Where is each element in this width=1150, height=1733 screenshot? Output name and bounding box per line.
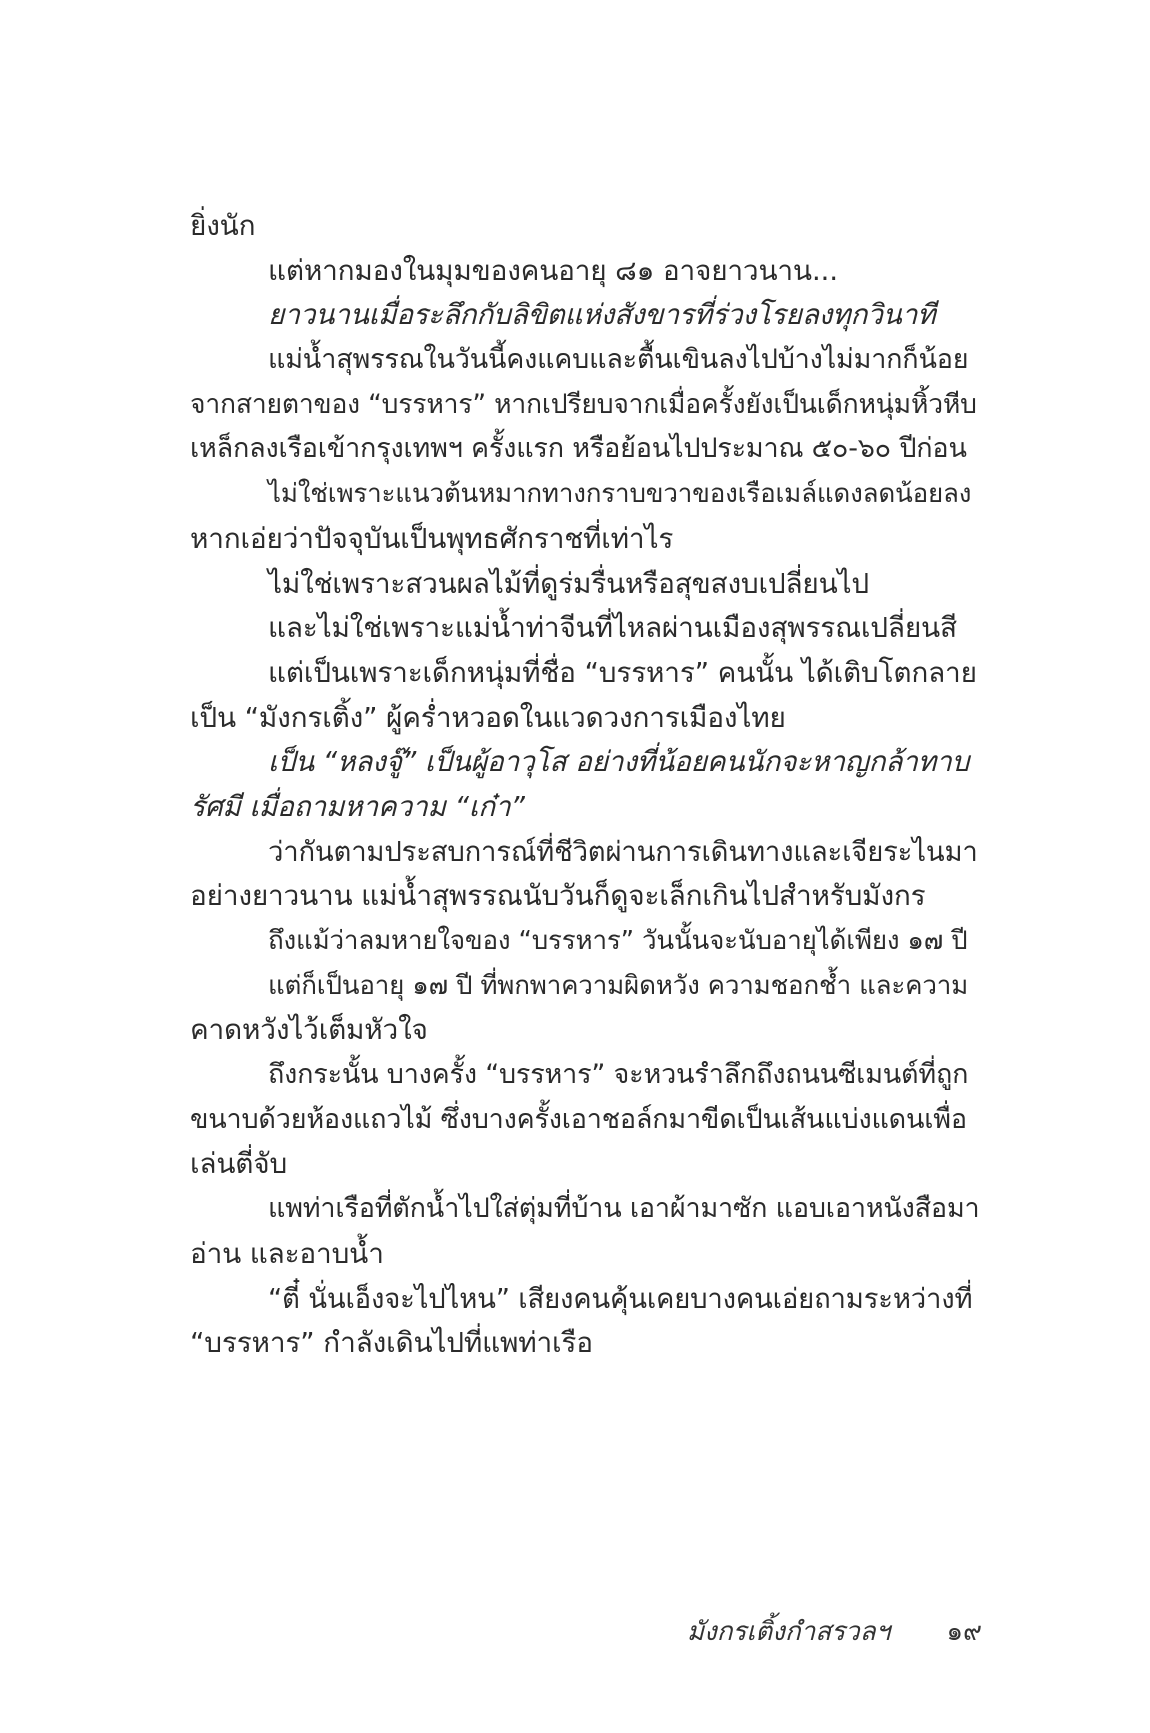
text-line: เหล็กลงเรือเข้ากรุงเทพฯ ครั้งแรก หรือย้อนไปประมาณ ๕๐-๖๐ ปีก่อน [190,433,967,465]
text-line: รัศมี เมื่อถามหาความ “เก๋า” [190,789,525,823]
text-line: และไม่ใช่เพราะแม่น้ำท่าจีนที่ไหลผ่านเมืองสุพรรณเปลี่ยนสี [268,611,957,645]
text-line: เป็น “หลงจู๊” เป็นผู้อาวุโส อย่างที่น้อยคนนักจะหาญกล้าทาบ [268,745,970,779]
text-line: ยิ่งนัก [190,209,256,242]
text-line: อย่างยาวนาน แม่น้ำสุพรรณนับวันก็ดูจะเล็กเกินไปสำหรับมังกร [190,879,926,913]
text-line: “บรรหาร” กำลังเดินไปที่แพท่าเรือ [190,1326,593,1360]
text-line: ว่ากันตามประสบการณ์ที่ชีวิตผ่านการเดินทางและเจียระไนมา [268,835,978,868]
text-line: แต่เป็นเพราะเด็กหนุ่มที่ชื่อ “บรรหาร” คนนั้น ได้เติบโตกลาย [268,655,977,689]
running-title: มังกรเติ้งกำสรวลฯ [686,1617,891,1647]
page-footer [687,1615,982,1649]
text-line: ถึงแม้ว่าลมหายใจของ “บรรหาร” วันนั้นจะนับอายุได้เพียง ๑๗ ปี [268,926,968,956]
text-line: จากสายตาของ “บรรหาร” หากเปรียบจากเมื่อครั้งยังเป็นเด็กหนุ่มหิ้วหีบ [190,388,977,420]
text-line: ถึงกระนั้น บางครั้ง “บรรหาร” จะหวนรำลึกถึงถนนซีเมนต์ที่ถูก [268,1059,969,1091]
text-line: ไม่ใช่เพราะสวนผลไม้ที่ดูร่มรื่นหรือสุขสงบเปลี่ยนไป [268,566,869,600]
text-line: “ตี๋ นั่นเอ็งจะไปไหน” เสียงคนคุ้นเคยบางคนเอ่ยถามระหว่างที่ [268,1282,973,1315]
body-text [190,204,980,1366]
text-line: แพท่าเรือที่ตักน้ำไปใส่ตุ่มที่บ้าน เอาผ้ามาซัก แอบเอาหนังสือมา [268,1193,980,1225]
text-line: อ่าน และอาบน้ำ [190,1236,384,1270]
text-line: ขนาบด้วยห้องแถวไม้ ซึ่งบางครั้งเอาชอล์กมาขีดเป็นเส้นแบ่งแดนเพื่อ [190,1103,967,1135]
text-line: แม่น้ำสุพรรณในวันนี้คงแคบและตื้นเขินลงไปบ้างไม่มากก็น้อย [268,344,969,376]
text-line: เล่นตี่จับ [190,1147,288,1181]
page-number: ๑๙ [946,1617,982,1647]
text-line: แต่ก็เป็นอายุ ๑๗ ปี ที่พกพาความผิดหวัง ความชอกช้ำ และความ [268,970,969,1001]
text-line: แต่หากมองในมุมของคนอายุ ๘๑ อาจยาวนาน... [268,253,838,287]
text-line: หากเอ่ยว่าปัจจุบันเป็นพุทธศักราชที่เท่าไร [190,521,674,555]
text-line: ไม่ใช่เพราะแนวต้นหมากทางกราบขวาของเรือเมล์แดงลดน้อยลง [268,479,972,510]
text-line: ยาวนานเมื่อระลึกกับลิขิตแห่งสังขารที่ร่วงโรยลงทุกวินาที [268,298,936,332]
text-line: คาดหวังไว้เต็มหัวใจ [190,1013,428,1047]
text-line: เป็น “มังกรเติ้ง” ผู้คร่ำหวอดในแวดวงการเมืองไทย [190,700,786,734]
